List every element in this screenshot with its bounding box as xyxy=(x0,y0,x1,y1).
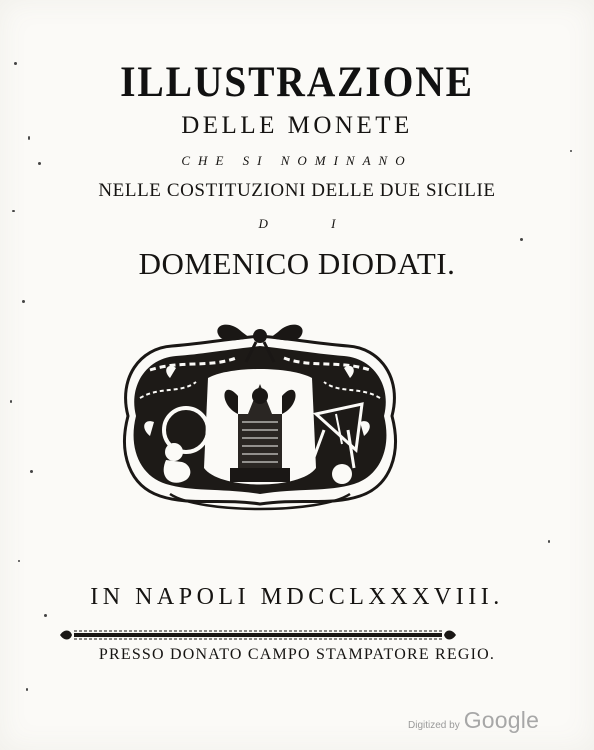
digitized-by-label: Digitized by xyxy=(408,720,460,731)
scan-speck xyxy=(22,300,25,303)
scan-speck xyxy=(18,560,20,562)
scan-speck xyxy=(570,150,572,152)
google-logo-text: Google xyxy=(463,707,540,733)
book-title: ILLUSTRAZIONE xyxy=(120,59,474,106)
title-line-di: D I xyxy=(258,216,366,231)
scan-speck xyxy=(14,62,17,65)
scan-speck xyxy=(30,470,33,473)
scan-speck xyxy=(26,688,28,691)
scan-speck xyxy=(520,238,523,241)
engraved-vignette xyxy=(110,318,410,523)
title-line-che-si-nominano: CHE SI NOMINANO xyxy=(181,153,413,168)
title-line-costituzioni: NELLE COSTITUZIONI DELLE DUE SICILIE xyxy=(98,180,496,201)
scan-speck xyxy=(548,540,550,543)
author-name: DOMENICO DIODATI. xyxy=(138,246,456,281)
scan-speck xyxy=(38,162,41,165)
title-line-delle-monete: DELLE MONETE xyxy=(181,112,413,139)
google-watermark xyxy=(408,707,539,739)
scan-speck xyxy=(44,614,47,617)
scan-speck xyxy=(12,210,15,212)
scan-speck xyxy=(28,136,30,140)
decorative-rule xyxy=(58,628,458,642)
imprint-place-date: IN NAPOLI MDCCLXXXVIII. xyxy=(90,584,504,610)
scan-speck xyxy=(10,400,12,403)
printer-line: PRESSO DONATO CAMPO STAMPATORE REGIO. xyxy=(98,646,496,663)
